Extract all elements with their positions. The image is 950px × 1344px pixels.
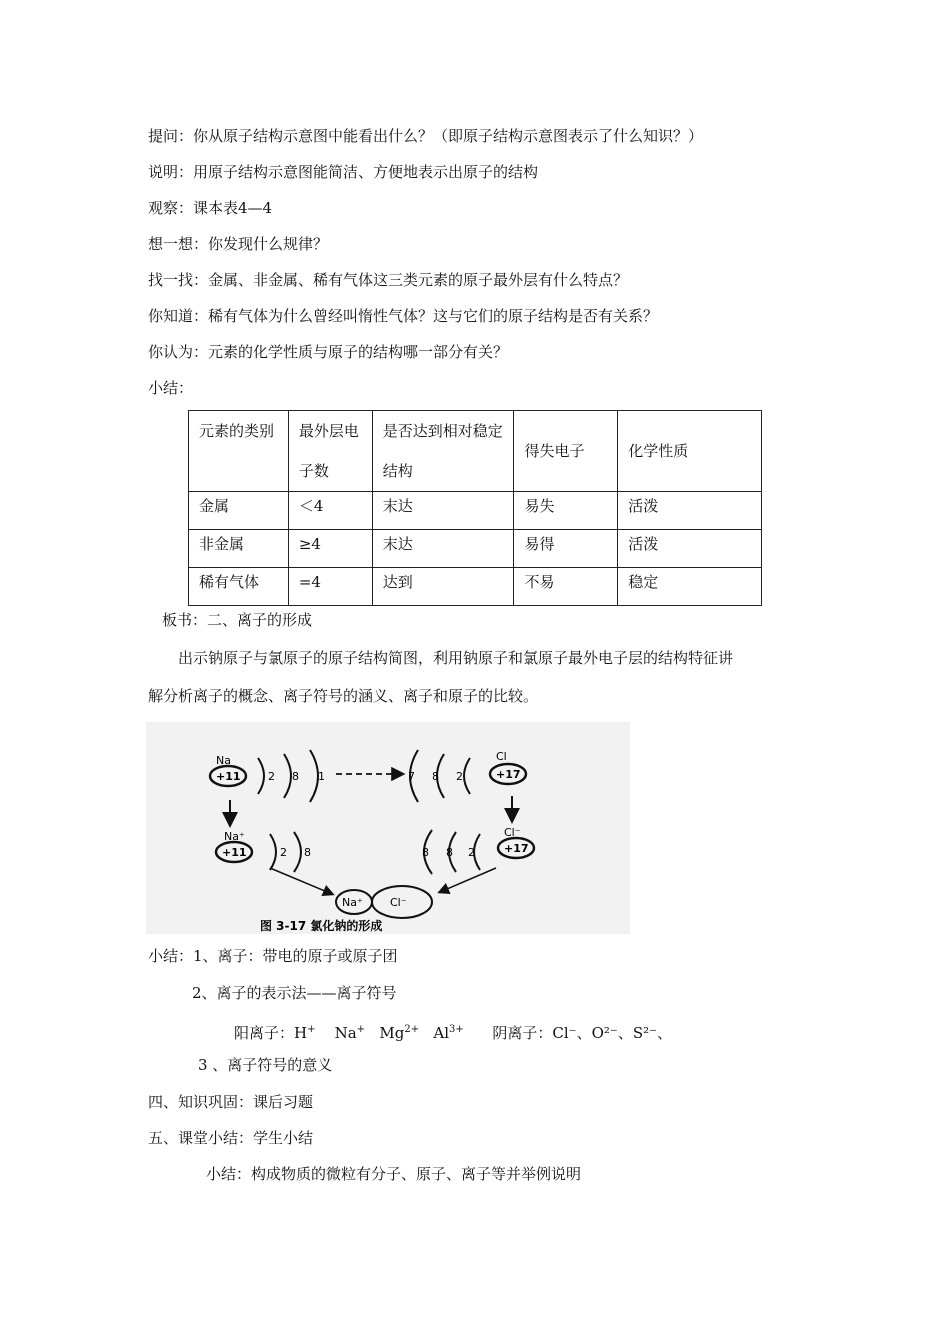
table-cell: ≥4 <box>288 530 372 568</box>
na-shell-count: 1 <box>318 770 325 783</box>
na-ion-shell-count: 2 <box>280 846 287 859</box>
anion-symbols: Cl⁻、O²⁻、S²⁻、 <box>552 1024 673 1042</box>
na-shell-count: 8 <box>292 770 299 783</box>
cl-nucleus-charge: +17 <box>496 768 521 781</box>
final-summary-line: 小结：构成物质的微粒有分子、原子、离子等并举例说明 <box>206 1165 582 1183</box>
ion-symbol: $Mg^{2+}$ <box>379 1024 420 1042</box>
summary-heading: 小结： <box>148 379 194 397</box>
cl-ion-shell-count: 8 <box>446 846 453 859</box>
header-cell: 得失电子 <box>514 411 618 492</box>
na-nucleus-charge: +11 <box>216 770 241 783</box>
table-cell: 末达 <box>372 530 514 568</box>
cl-shell-count: 2 <box>456 770 463 783</box>
table-cell: 非金属 <box>189 530 289 568</box>
cl-shell-1 <box>464 758 470 794</box>
explanation-line: 说明：用原子结构示意图能简洁、方便地表示出原子的结构 <box>148 163 539 181</box>
paragraph-line: 解分析离子的概念、离子符号的涵义、离子和原子的比较。 <box>148 687 539 705</box>
nacl-formation-diagram <box>146 722 630 934</box>
na-ion-to-compound-arrow <box>270 868 332 894</box>
table-header-row <box>189 411 762 492</box>
cl-ion-nucleus-charge: +17 <box>504 842 529 855</box>
header-cell: 化学性质 <box>618 411 762 492</box>
table-row <box>189 530 762 568</box>
na-ion-shell-count: 8 <box>304 846 311 859</box>
table-cell: ＜4 <box>288 492 372 530</box>
header-cell: 最外层电子数 <box>288 411 372 492</box>
header-cell: 是否达到相对稳定结构 <box>372 411 514 492</box>
cation-label: 阳离子： <box>234 1024 295 1042</box>
na-shell-2 <box>284 754 291 798</box>
cl-ion-shell-count: 2 <box>468 846 475 859</box>
opinion-line: 你认为：元素的化学性质与原子的结构哪一部分有关？ <box>148 343 509 361</box>
anion-label: 阴离子： <box>492 1024 553 1042</box>
cl-ion-to-compound-arrow <box>440 868 496 892</box>
nacl-diagram-svg <box>146 722 630 934</box>
na-ion-label: Na⁺ <box>224 830 245 843</box>
section-four-line: 四、知识巩固：课后习题 <box>148 1093 314 1111</box>
cl-shell-count: 7 <box>408 770 415 783</box>
question-line: 提问：你从原子结构示意图中能看出什么？（即原子结构示意图表示了什么知识？） <box>148 127 704 145</box>
compound-cl-label: Cl⁻ <box>390 896 407 909</box>
table-cell: 易得 <box>514 530 618 568</box>
table-cell: 达到 <box>372 568 514 606</box>
ion-symbol: H+ <box>294 1024 316 1042</box>
paragraph-line: 出示钠原子与氯原子的原子结构简图，利用钠原子和氯原子最外电子层的结构特征讲 <box>178 649 734 667</box>
ion-symbol: $Al^{3+}$ <box>433 1024 464 1042</box>
table-row <box>189 568 762 606</box>
summary-line-2: 2、离子的表示法——离子符号 <box>192 984 397 1002</box>
cl-ion-shell-count: 8 <box>422 846 429 859</box>
element-summary-table <box>188 410 762 606</box>
section-five-line: 五、课堂小结：学生小结 <box>148 1129 314 1147</box>
na-label: Na <box>216 754 231 767</box>
na-shell-1 <box>258 758 264 794</box>
think-line: 想一想：你发现什么规律？ <box>148 235 329 253</box>
table-cell: 末达 <box>372 492 514 530</box>
na-shell-3 <box>310 750 318 802</box>
table-cell: 易失 <box>514 492 618 530</box>
summary-line-3: 3 、离子符号的意义 <box>198 1056 333 1074</box>
compound-na-label: Na⁺ <box>342 896 363 909</box>
table-cell: 活泼 <box>618 492 762 530</box>
observe-line: 观察：课本表4—4 <box>148 199 273 217</box>
table-row <box>189 492 762 530</box>
table-cell: =4 <box>288 568 372 606</box>
table-cell: 稀有气体 <box>189 568 289 606</box>
find-line: 找一找：金属、非金属、稀有气体这三类元素的原子最外层有什么特点？ <box>148 271 629 289</box>
ion-symbols-line <box>234 1020 672 1043</box>
cl-shell-count: 8 <box>432 770 439 783</box>
table-cell: 金属 <box>189 492 289 530</box>
na-ion-shell-1 <box>270 834 276 870</box>
board-line: 板书：二、离子的形成 <box>162 611 313 629</box>
know-line: 你知道：稀有气体为什么曾经叫惰性气体？这与它们的原子结构是否有关系？ <box>148 307 659 325</box>
ion-symbol: Na+ <box>334 1024 366 1042</box>
na-ion-nucleus-charge: +11 <box>222 846 247 859</box>
table-cell: 不易 <box>514 568 618 606</box>
diagram-caption: 图 3-17 氯化钠的形成 <box>260 919 383 933</box>
cl-ion-label: Cl⁻ <box>504 826 521 839</box>
na-ion-shell-2 <box>294 832 301 872</box>
header-cell: 元素的类别 <box>189 411 289 492</box>
na-shell-count: 2 <box>268 770 275 783</box>
table-cell: 稳定 <box>618 568 762 606</box>
table-cell: 活泼 <box>618 530 762 568</box>
summary-line-1: 小结：1、离子：带电的原子或原子团 <box>148 947 398 965</box>
cl-label: Cl <box>496 750 507 763</box>
